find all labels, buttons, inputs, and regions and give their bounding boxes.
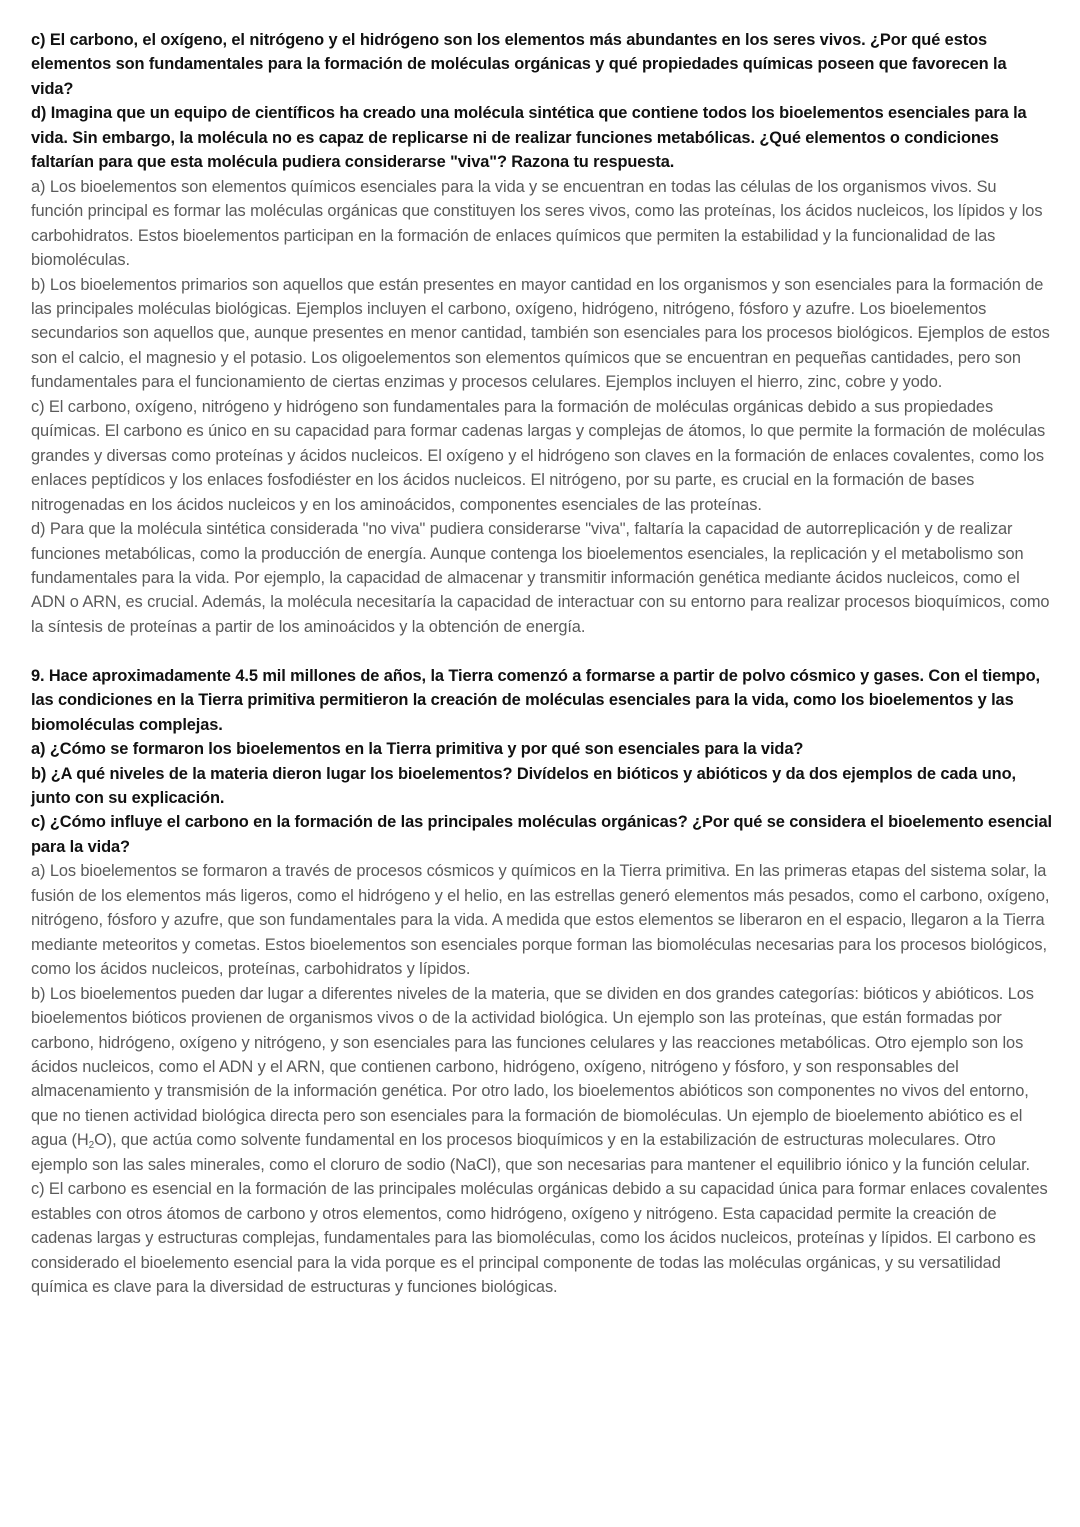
water-subscript: 2: [88, 1140, 95, 1152]
answer-9c: c) El carbono es esencial en la formación de las principales moléculas orgánicas debido a su capacidad única para formar enlaces covalentes estables con otros átomos de carbono y otros elementos, como hidrógeno, oxígeno y nitrógeno. Esta capacidad permite la creación de cadenas largas y estructuras complejas, fundamentales para las biomoléculas, como los ácidos nucleicos, proteínas y lípidos. El carbono es considerado el bioelemento esencial para la vida porque es el principal componente de todas las moléculas orgánicas, y su versatilidad química es clave para la diversidad de estructuras y funciones biológicas.: [31, 1180, 1048, 1297]
document-page: [31, 28, 1053, 1300]
question-9a: a) ¿Cómo se formaron los bioelementos en la Tierra primitiva y por qué son esenciales para la vida?: [31, 740, 804, 759]
answer-8d: d) Para que la molécula sintética considerada "no viva" pudiera considerarse "viva", faltaría la capacidad de autorreplicación y de realizar funciones metabólicas, como la producción de energía. Aunque contenga los bioelementos esenciales, la replicación y el metabolismo son fundamentales para la vida. Por ejemplo, la capacidad de almacenar y transmitir información genética mediante ácidos nucleicos, como el ADN o ARN, es crucial. Además, la molécula necesitaría la capacidad de interactuar con su entorno para realizar procesos bioquímicos, como la síntesis de proteínas a partir de los aminoácidos y la obtención de energía.: [31, 520, 1050, 636]
question-8c: c) El carbono, el oxígeno, el nitrógeno y el hidrógeno son los elementos más abundantes en los seres vivos. ¿Por qué estos elementos son fundamentales para la formación de moléculas orgánicas y qué propiedades químicas poseen que favorecen la vida?: [31, 31, 1007, 98]
paragraph-spacer: [31, 639, 1053, 663]
answer-9b-part2: O), que actúa como solvente fundamental en los procesos bioquímicos y en la estabilización de estructuras moleculares. Otro ejemplo son las sales minerales, como el cloruro de sodio (NaCl), que son necesarias para mantener el equilibrio iónico y la función celular.: [31, 1131, 1030, 1174]
question-8d: d) Imagina que un equipo de científicos ha creado una molécula sintética que contiene todos los bioelementos esenciales para la vida. Sin embargo, la molécula no es capaz de replicarse ni de realizar funciones metabólicas. ¿Qué elementos o condiciones faltarían para que esta molécula pudiera considerarse "viva"? Razona tu respuesta.: [31, 104, 1027, 172]
question-9b: b) ¿A qué niveles de la materia dieron lugar los bioelementos? Divídelos en bióticos y abióticos y da dos ejemplos de cada uno, junto con su explicación.: [31, 764, 1016, 808]
answer-9b: [31, 982, 1053, 1178]
question-9-intro: 9. Hace aproximadamente 4.5 mil millones de años, la Tierra comenzó a formarse a partir de polvo cósmico y gases. Con el tiempo, las condiciones en la Tierra primitiva permitieron la creación de moléculas esenciales para la vida, como los bioelementos y las biomoléculas complejas.: [31, 666, 1040, 734]
question-9c: c) ¿Cómo influye el carbono en la formación de las principales moléculas orgánicas? ¿Por qué se considera el bioelemento esencial para la vida?: [31, 813, 1052, 856]
answer-8b: b) Los bioelementos primarios son aquellos que están presentes en mayor cantidad en los organismos y son esenciales para la formación de las principales moléculas biológicas. Ejemplos incluyen el carbono, oxígeno, hidrógeno, nitrógeno, fósforo y azufre. Los bioelementos secundarios son aquellos que, aunque presentes en menor cantidad, también son esenciales para los procesos biológicos. Ejemplos de estos son el calcio, el magnesio y el potasio. Los oligoelementos son elementos químicos que se encuentran en pequeñas cantidades, pero son fundamentales para el funcionamiento de ciertas enzimas y procesos celulares. Ejemplos incluyen el hierro, zinc, cobre y yodo.: [31, 275, 1050, 392]
answer-9a: a) Los bioelementos se formaron a través de procesos cósmicos y químicos en la Tierra primitiva. En las primeras etapas del sistema solar, la fusión de los elementos más ligeros, como el hidrógeno y el helio, en las estrellas generó elementos más pesados, como el carbono, oxígeno, nitrógeno, fósforo y azufre, que son fundamentales para la vida. A medida que estos elementos se liberaron en el espacio, llegaron a la Tierra mediante meteoritos y cometas. Estos bioelementos son esenciales porque forman las biomoléculas necesarias para los procesos biológicos, como los ácidos nucleicos, proteínas, carbohidratos y lípidos.: [31, 862, 1050, 979]
answer-9b-part1: b) Los bioelementos pueden dar lugar a diferentes niveles de la materia, que se dividen en dos grandes categorías: bióticos y abióticos. Los bioelementos bióticos provienen de organismos vivos o de la actividad biológica. Un ejemplo son las proteínas, que están formadas por carbono, hidrógeno, oxígeno y nitrógeno, y son esenciales para las funciones celulares y las reacciones metabólicas. Otro ejemplo son los ácidos nucleicos, como el ADN y el ARN, que contienen carbono, hidrógeno, oxígeno, nitrógeno y fósforo, y son responsables del almacenamiento y transmisión de la información genética. Por otro lado, los bioelementos abióticos son componentes no vivos del entorno, que no tienen actividad biológica directa pero son esenciales para la formación de biomoléculas. Un ejemplo de bioelemento abiótico es el agua (H: [31, 984, 1034, 1150]
answer-8a: a) Los bioelementos son elementos químicos esenciales para la vida y se encuentran en todas las células de los organismos vivos. Su función principal es formar las moléculas orgánicas que constituyen los seres vivos, como las proteínas, los ácidos nucleicos, los lípidos y los carbohidratos. Estos bioelementos participan en la formación de enlaces químicos que permiten la estabilidad y la funcionalidad de las biomoléculas.: [31, 177, 1043, 270]
answer-8c: c) El carbono, oxígeno, nitrógeno y hidrógeno son fundamentales para la formación de moléculas orgánicas debido a sus propiedades químicas. El carbono es único en su capacidad para formar cadenas largas y complejas de átomos, lo que permite la formación de moléculas grandes y diversas como proteínas y ácidos nucleicos. El oxígeno y el hidrógeno son claves en la formación de enlaces covalentes, como los enlaces peptídicos y los enlaces fosfodiéster en los ácidos nucleicos. El nitrógeno, por su parte, es crucial en la formación de bases nitrogenadas en los ácidos nucleicos y en los aminoácidos, componentes esenciales de las proteínas.: [31, 397, 1046, 514]
